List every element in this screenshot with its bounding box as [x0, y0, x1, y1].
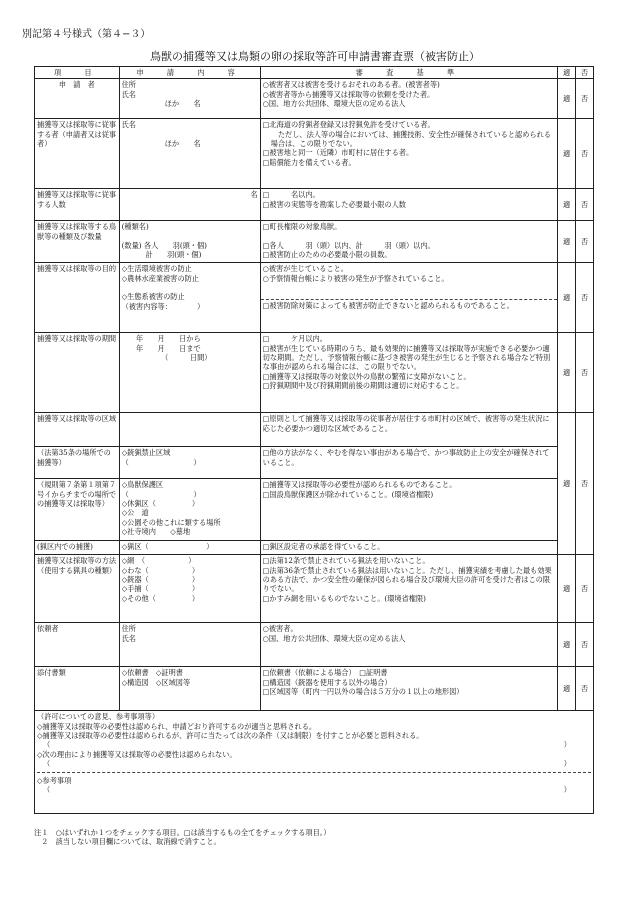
criteria-attachments: □依頼書（依頼による場合） □証明書 □構造図（銃器を使用する以外の場合） □区域図等（町内一円以外の場合は５万分の１以上の地形図）	[260, 667, 557, 711]
ok-cell[interactable]: 適	[558, 221, 576, 263]
criteria-applicant: ○被害者又は被害を受けるおそれのある者。(被害者等) ○被害者等から捕獲等又は採取等の依頼を受けた者。 ○国、地方公共団体、環境大臣の定める法人	[260, 79, 557, 119]
content-attachments[interactable]: ◇依頼書 ◇証明書 ◇構造図 ◇区域図等	[119, 667, 260, 711]
ok-cell[interactable]: 適	[558, 555, 576, 623]
row-attachments	[35, 667, 594, 711]
opinion-deny[interactable]: ◇次の理由により捕獲等又は採取等の必要性は認められない。	[37, 749, 237, 759]
item-hunting-zone: (猟区内での捕獲)	[35, 541, 120, 555]
item-method: 捕獲等又は採取等の方法（使用する猟具の種類）	[35, 555, 120, 623]
ok-cell[interactable]: 適	[558, 119, 576, 189]
ng-cell[interactable]: 否	[576, 623, 594, 667]
item-area: 捕獲等又は採取等の区域	[35, 413, 120, 447]
criteria-art35: □他の方法がなく、やむを得ない事由がある場合で、かつ事故防止上の安全が確保されていること。	[260, 447, 557, 479]
row-species	[35, 221, 594, 263]
note-2: ２ 該当しない項目欄については、取消線で消すこと。	[34, 837, 221, 847]
row-art35	[35, 447, 594, 479]
item-purpose: 捕獲等又は採取等の目的	[35, 263, 120, 333]
content-worker-count[interactable]: 名	[119, 189, 260, 221]
header-item: 項 目	[35, 67, 120, 79]
footnotes	[34, 828, 331, 847]
criteria-area: □原則として捕獲等又は採取等の従事者が居住する市町村の区域で、被害等の発生状況に応じた必要かつ適切な区域であること。	[260, 413, 557, 447]
paren-close: ）	[563, 740, 571, 750]
criteria-hunting-zone: □猟区設定者の承認を得ていること。	[260, 541, 557, 555]
opinion-box[interactable]	[35, 711, 594, 814]
form-title: 鳥獣の捕獲等又は鳥類の卵の採取等許可申請書審査票（被害防止）	[150, 50, 480, 63]
content-period[interactable]: 年 月 日から 年 月 日まで （ 日間）	[119, 333, 260, 413]
content-worker[interactable]: 氏名 ほか 名	[119, 119, 260, 189]
content-hunting-zone[interactable]: ◇猟区（ ）	[119, 541, 260, 555]
ok-cell[interactable]: 適	[558, 333, 576, 413]
header-content: 申 請 内 容	[119, 67, 260, 79]
item-worker: 捕獲等又は採取等に従事する者（申請者又は従事者）	[35, 119, 120, 189]
ng-cell[interactable]: 否	[576, 79, 594, 119]
paren-close: ）	[563, 784, 571, 794]
opinion-divider	[37, 772, 591, 773]
row-purpose	[35, 263, 594, 333]
header-ng: 否	[576, 67, 594, 79]
item-period: 捕獲等又は採取等の期間	[35, 333, 120, 413]
paren-close: ）	[563, 759, 571, 769]
note-1: 注１ ○はいずれか１つをチェックする項目。□は該当するもの全てをチェックする項目。）	[34, 828, 331, 837]
ok-cell[interactable]: 適	[558, 263, 576, 333]
row-requester	[35, 623, 594, 667]
form-number: 別記第４号様式（第４−３）	[22, 29, 151, 40]
item-requester: 依頼者	[35, 623, 120, 667]
opinion-approve[interactable]: ◇捕獲等又は採取等の必要性は認められ、申請どおり許可するのが適当と思料される。	[37, 721, 317, 731]
criteria-requester: ○被害者。 ○国、地方公共団体、環境大臣の定める法人	[260, 623, 557, 667]
item-art7: （規則第７条第１項第７号イからチまでの場所での捕獲等又は採取等）	[35, 479, 120, 541]
header-ok: 適	[558, 67, 576, 79]
content-area[interactable]	[119, 413, 260, 447]
criteria-purpose: ○被害が生じていること。 ○予察情報台帳により被害の発生が予察されていること。 □被害防除対策によっても被害が防止できないと認められるものであること。	[260, 263, 557, 333]
item-species: 捕獲等又は採取等する鳥獣等の種類及び数量	[35, 221, 120, 263]
ok-cell[interactable]: 適	[558, 667, 576, 711]
row-art7	[35, 479, 594, 541]
row-applicant	[35, 79, 594, 119]
row-period	[35, 333, 594, 413]
criteria-worker-count: □ 名以内。 □被害の実態等を勘案した必要最小限の人数	[260, 189, 557, 221]
row-worker	[35, 119, 594, 189]
row-opinion	[35, 711, 594, 814]
criteria-period: □ ケ月以内。 □被害が生じている時期のうち、最も効果的に捕獲等又は採取等が実施できる必要かつ適切な期間。ただし、予察情報台帳に基づき被害の発生が生じると予察される場合など特別な事由が認められる場合には、この限りでない。 □捕獲等又は採取等の対象以外の鳥獣の繁殖に支障がないこと。 □狩猟期間中及び狩猟期間前後の期間は適切に対応すること。	[260, 333, 557, 413]
review-table	[34, 66, 594, 814]
row-area	[35, 413, 594, 447]
ok-cell[interactable]: 適	[558, 413, 576, 555]
item-attachments: 添付書類	[35, 667, 120, 711]
ng-cell[interactable]: 否	[576, 667, 594, 711]
opinion-heading: （許可についての意見、参考事項等）	[37, 712, 160, 722]
item-applicant: 申 請 者	[35, 79, 120, 119]
header-row	[35, 67, 594, 79]
content-purpose[interactable]: ◇生活環境被害の防止 ◇農林水産業被害の防止 ◇生態系被害の防止 （被害内容等： ）	[119, 263, 260, 333]
criteria-worker: □北海道の狩猟者登録又は狩猟免許を受けている者。 ただし、法人等の場合においては、捕獲技術、安全性が確保されていると認められる場合は、この限りでない。 □被害地と同一（近隣）市町村に居住する者。 □賠償能力を備えている者。	[260, 119, 557, 189]
ng-cell[interactable]: 否	[576, 221, 594, 263]
ng-cell[interactable]: 否	[576, 413, 594, 555]
paren-open: （	[43, 759, 51, 769]
ng-cell[interactable]: 否	[576, 263, 594, 333]
criteria-art7: □捕獲等又は採取等の必要性が認められるものであること。 □国設鳥獣保護区が除かれていること。(環境省権限)	[260, 479, 557, 541]
content-requester[interactable]: 住所 氏名	[119, 623, 260, 667]
content-method[interactable]: ◇網 （ ） ◇わな（ ） ◇銃器（ ） ◇手捕（ ） ◇その他（ ）	[119, 555, 260, 623]
ok-cell[interactable]: 適	[558, 189, 576, 221]
item-art35: （法第35条の場所での捕獲等）	[35, 447, 120, 479]
ok-cell[interactable]: 適	[558, 79, 576, 119]
paren-open: （	[43, 740, 51, 750]
criteria-method: □法第12条で禁止されている猟法を用いないこと。 □法第36条で禁止されている猟法は用いないこと。ただし、捕獲実績を考慮した最も効果のある方法で、かつ安全性の確保が図られる場合及び環境大臣の許可を受けた者はこの限りでない。 □かすみ網を用いるものでないこと。(環境省権限)	[260, 555, 557, 623]
item-worker-count: 捕獲等又は採取等に従事する人数	[35, 189, 120, 221]
ng-cell[interactable]: 否	[576, 189, 594, 221]
criteria-species: □町長権限の対象鳥獣。 □各人 羽（頭）以内、計 羽（頭）以内。 □被害防止のための必要最小限の員数。	[260, 221, 557, 263]
row-worker-count	[35, 189, 594, 221]
ng-cell[interactable]: 否	[576, 555, 594, 623]
header-criteria: 審 査 基 準	[260, 67, 557, 79]
ng-cell[interactable]: 否	[576, 119, 594, 189]
content-art7[interactable]: ◇鳥獣保護区 （ ） ◇休猟区（ ） ◇公 道 ◇公園その他これに類する場所 ◇社寺境内 ◇墓地	[119, 479, 260, 541]
content-applicant[interactable]: 住所 氏名 ほか 名	[119, 79, 260, 119]
opinion-conditional[interactable]: ◇捕獲等又は採取等の必要性は認められるが、許可に当たっては次の条件（又は制限）を付すことが必要と思料される。	[37, 731, 424, 741]
row-method	[35, 555, 594, 623]
row-hunting-zone	[35, 541, 594, 555]
content-art35[interactable]: ◇銃猟禁止区域 （ ）	[119, 447, 260, 479]
opinion-remarks[interactable]: ◇参考事項	[37, 775, 72, 785]
paren-open: （	[43, 784, 51, 794]
ok-cell[interactable]: 適	[558, 623, 576, 667]
ng-cell[interactable]: 否	[576, 333, 594, 413]
content-species[interactable]: (種類名) (数量) 各人 羽(頭・個) 計 羽(頭・個)	[119, 221, 260, 263]
